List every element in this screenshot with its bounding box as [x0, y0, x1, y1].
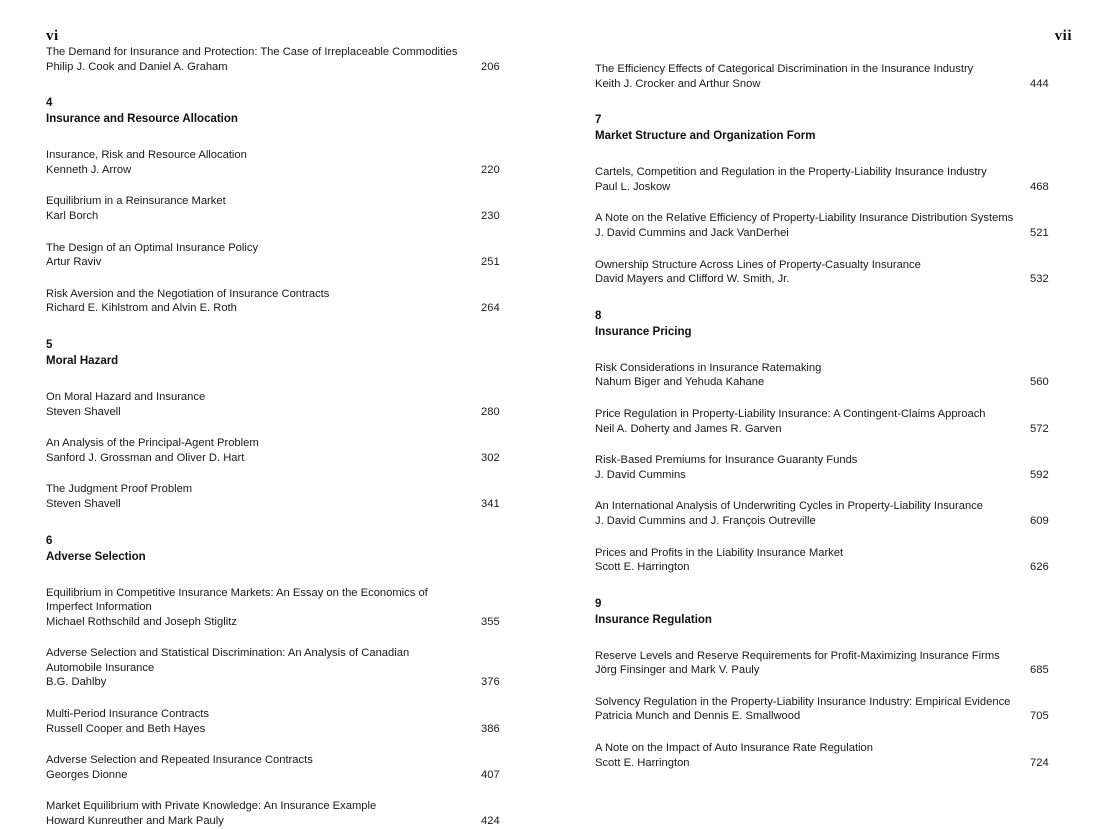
- toc-entry-title: On Moral Hazard and Insurance: [46, 390, 206, 403]
- toc-entry[interactable]: [46, 287, 523, 316]
- chapter-number: 9: [595, 597, 602, 610]
- toc-entry-page-number: 724: [1030, 756, 1049, 769]
- toc-entry-page-number: 302: [481, 451, 500, 464]
- toc-entry-text: [595, 258, 1026, 287]
- toc-entry-page-number: 264: [481, 302, 500, 315]
- page-folio-left: vi: [46, 28, 59, 44]
- toc-entry-page-number: 521: [1030, 226, 1049, 239]
- toc-entry-authors: Paul L. Joskow: [595, 180, 671, 193]
- toc-entry-text: [595, 361, 1026, 390]
- toc-entry-text: [595, 453, 1026, 482]
- chapter-title: Insurance Pricing: [595, 325, 692, 338]
- toc-entry-title: An International Analysis of Underwriting Cycles in Property-Liability Insurance: [595, 500, 984, 513]
- toc-entry-text: [46, 586, 477, 630]
- toc-chapter-heading: [595, 113, 1072, 144]
- toc-entry-title: Equilibrium in Competitive Insurance Markets: An Essay on the Economics of Imperfect Information: [46, 586, 428, 614]
- toc-entry-page-number: 705: [1030, 710, 1049, 723]
- toc-entry-title: The Design of an Optimal Insurance Policy: [46, 241, 259, 254]
- chapter-number: 7: [595, 114, 602, 127]
- toc-entry-authors: Steven Shavell: [46, 405, 121, 418]
- toc-entry-text: [595, 165, 1026, 194]
- toc-entry[interactable]: [46, 241, 523, 270]
- toc-entry[interactable]: [46, 646, 523, 690]
- toc-entry-text: [46, 646, 477, 690]
- toc-entry-authors: Patricia Munch and Dennis E. Smallwood: [595, 710, 801, 723]
- chapter-title: Insurance and Resource Allocation: [46, 113, 238, 126]
- toc-entry[interactable]: [595, 258, 1072, 287]
- toc-entry-authors: Georges Dionne: [46, 768, 128, 781]
- toc-entry-title: Reserve Levels and Reserve Requirements for Profit-Maximizing Insurance Firms: [595, 649, 1000, 662]
- toc-entry-authors: Keith J. Crocker and Arthur Snow: [595, 77, 761, 90]
- toc-entry-page-number: 251: [481, 256, 500, 269]
- toc-entry-page-number: 407: [481, 768, 500, 781]
- toc-chapter-heading: [595, 309, 1072, 340]
- toc-entry-page-number: 220: [481, 163, 500, 176]
- toc-left-entry-list: [46, 45, 523, 829]
- toc-entry-authors: Scott E. Harrington: [595, 756, 690, 769]
- toc-entry-title: The Efficiency Effects of Categorical Discrimination in the Insurance Industry: [595, 63, 974, 75]
- toc-entry-title: The Judgment Proof Problem: [46, 483, 193, 496]
- toc-entry[interactable]: [595, 165, 1072, 194]
- toc-entry-authors: J. David Cummins and Jack VanDerhei: [595, 226, 789, 239]
- toc-entry[interactable]: [595, 361, 1072, 390]
- toc-entry[interactable]: [46, 707, 523, 736]
- toc-entry[interactable]: [595, 741, 1072, 770]
- toc-entry-authors: Sanford J. Grossman and Oliver D. Hart: [46, 451, 245, 464]
- toc-entry-page-number: 444: [1030, 77, 1049, 90]
- toc-entry-page-number: 341: [481, 497, 500, 510]
- toc-left-page: [46, 28, 523, 828]
- toc-entry-page-number: 206: [481, 60, 500, 73]
- toc-entry-text: [595, 211, 1026, 240]
- toc-entry-authors: Richard E. Kihlstrom and Alvin E. Roth: [46, 302, 237, 315]
- toc-entry-text: [595, 546, 1026, 575]
- toc-entry-authors: Philip J. Cook and Daniel A. Graham: [46, 60, 228, 73]
- toc-entry-title: Equilibrium in a Reinsurance Market: [46, 195, 226, 208]
- toc-entry-title: Price Regulation in Property-Liability Insurance: A Contingent-Claims Approach: [595, 407, 986, 420]
- toc-entry-page-number: 230: [481, 209, 500, 222]
- toc-entry-text: [46, 707, 477, 736]
- toc-entry-title: Market Equilibrium with Private Knowledge: An Insurance Example: [46, 800, 377, 813]
- toc-entry-authors: Nahum Biger and Yehuda Kahane: [595, 376, 765, 389]
- page-folio-right: vii: [1054, 28, 1072, 44]
- toc-entry-text: [46, 241, 477, 270]
- toc-entry-page-number: 376: [481, 676, 500, 689]
- toc-entry-text: [595, 407, 1026, 436]
- toc-entry[interactable]: [595, 546, 1072, 575]
- toc-entry-authors: Michael Rothschild and Joseph Stiglitz: [46, 615, 237, 628]
- toc-entry-page-number: 532: [1030, 273, 1049, 286]
- toc-entry-title: Adverse Selection and Statistical Discrimination: An Analysis of Canadian Automobile Insurance: [46, 647, 410, 674]
- toc-entry-authors: Howard Kunreuther and Mark Pauly: [46, 815, 224, 828]
- toc-entry-title: Solvency Regulation in the Property-Liability Insurance Industry: Empirical Evidence: [595, 695, 1011, 708]
- toc-entry-page-number: 609: [1030, 514, 1049, 527]
- chapter-number: 8: [595, 309, 602, 322]
- toc-entry-text: [46, 390, 477, 419]
- toc-entry-page-number: 572: [1030, 422, 1049, 435]
- toc-chapter-heading: [46, 96, 523, 127]
- toc-entry-text: [595, 499, 1026, 528]
- toc-entry-title: Ownership Structure Across Lines of Property-Casualty Insurance: [595, 258, 921, 271]
- toc-right-entry-list: [595, 62, 1072, 770]
- toc-entry-title: Cartels, Competition and Regulation in the Property-Liability Insurance Industry: [595, 166, 987, 179]
- toc-entry[interactable]: [46, 194, 523, 223]
- toc-entry-text: [595, 741, 1026, 770]
- toc-entry-page-number: 280: [481, 405, 500, 418]
- toc-entry-title: Prices and Profits in the Liability Insurance Market: [595, 546, 844, 559]
- toc-entry[interactable]: [46, 753, 523, 782]
- toc-entry-text: [46, 194, 477, 223]
- toc-entry-text: [46, 799, 477, 828]
- toc-entry-title: The Demand for Insurance and Protection: The Case of Irreplaceable Commodities: [46, 46, 458, 58]
- toc-entry-authors: Neil A. Doherty and James R. Garven: [595, 422, 782, 435]
- toc-entry-text: [46, 436, 477, 465]
- toc-chapter-heading: [595, 597, 1072, 628]
- toc-entry-text: [595, 695, 1026, 724]
- chapter-title: Moral Hazard: [46, 354, 119, 367]
- toc-entry[interactable]: [595, 211, 1072, 240]
- toc-entry[interactable]: [46, 586, 523, 630]
- toc-entry-title: Risk-Based Premiums for Insurance Guaranty Funds: [595, 454, 858, 467]
- toc-entry-text: [46, 753, 477, 782]
- chapter-number: 4: [46, 97, 53, 110]
- toc-entry-title: Adverse Selection and Repeated Insurance Contracts: [46, 754, 313, 767]
- right-folio-row: [595, 28, 1072, 62]
- chapter-number: 6: [46, 534, 53, 547]
- toc-entry-authors: Jörg Finsinger and Mark V. Pauly: [595, 664, 760, 677]
- toc-entry-title: Multi-Period Insurance Contracts: [46, 708, 209, 721]
- chapter-title: Adverse Selection: [46, 550, 146, 563]
- toc-entry-page-number: 424: [481, 815, 500, 828]
- toc-entry-authors: Kenneth J. Arrow: [46, 163, 132, 176]
- toc-entry-page-number: 386: [481, 722, 500, 735]
- toc-entry-authors: Karl Borch: [46, 209, 99, 222]
- toc-entry-authors: Artur Raviv: [46, 256, 102, 269]
- toc-entry-authors: Scott E. Harrington: [595, 561, 690, 574]
- toc-entry-text: [46, 148, 477, 177]
- toc-entry[interactable]: [595, 453, 1072, 482]
- toc-chapter-heading: [46, 338, 523, 369]
- toc-entry[interactable]: [46, 436, 523, 465]
- toc-entry[interactable]: [595, 695, 1072, 724]
- toc-entry-text: [46, 45, 477, 74]
- toc-entry-text: [46, 287, 477, 316]
- toc-entry-title: Risk Considerations in Insurance Ratemaking: [595, 361, 822, 374]
- toc-entry-text: [595, 649, 1026, 678]
- toc-entry-title: Risk Aversion and the Negotiation of Insurance Contracts: [46, 287, 330, 300]
- toc-entry-title: An Analysis of the Principal-Agent Problem: [46, 437, 259, 450]
- toc-entry-authors: David Mayers and Clifford W. Smith, Jr.: [595, 273, 790, 286]
- left-folio-row: [46, 28, 523, 45]
- toc-entry-page-number: 560: [1030, 376, 1049, 389]
- toc-entry[interactable]: [595, 499, 1072, 528]
- chapter-title: Market Structure and Organization Form: [595, 130, 816, 143]
- toc-right-page: [595, 28, 1072, 786]
- toc-entry[interactable]: [46, 799, 523, 828]
- toc-entry-authors: J. David Cummins: [595, 468, 686, 481]
- toc-entry-authors: B.G. Dahlby: [46, 676, 107, 689]
- toc-chapter-heading: [46, 534, 523, 565]
- toc-entry-authors: J. David Cummins and J. François Outreville: [595, 514, 816, 527]
- toc-entry[interactable]: [595, 62, 1072, 91]
- chapter-number: 5: [46, 338, 53, 351]
- toc-entry[interactable]: [46, 148, 523, 177]
- toc-entry-page-number: 355: [481, 615, 500, 628]
- toc-entry-title: A Note on the Relative Efficiency of Property-Liability Insurance Distribution Systems: [595, 212, 1014, 225]
- toc-entry[interactable]: [46, 45, 523, 74]
- toc-entry[interactable]: [46, 482, 523, 511]
- toc-entry[interactable]: [46, 390, 523, 419]
- chapter-title: Insurance Regulation: [595, 613, 712, 626]
- toc-entry[interactable]: [595, 649, 1072, 678]
- toc-entry-text: [46, 482, 477, 511]
- toc-entry-page-number: 468: [1030, 180, 1049, 193]
- toc-entry-text: [595, 62, 1026, 91]
- toc-entry-authors: Steven Shavell: [46, 497, 121, 510]
- toc-entry-title: Insurance, Risk and Resource Allocation: [46, 149, 247, 162]
- toc-entry-page-number: 626: [1030, 561, 1049, 574]
- toc-entry-authors: Russell Cooper and Beth Hayes: [46, 722, 206, 735]
- toc-entry-title: A Note on the Impact of Auto Insurance Rate Regulation: [595, 742, 873, 755]
- toc-entry-page-number: 685: [1030, 664, 1049, 677]
- toc-entry[interactable]: [595, 407, 1072, 436]
- toc-entry-page-number: 592: [1030, 468, 1049, 481]
